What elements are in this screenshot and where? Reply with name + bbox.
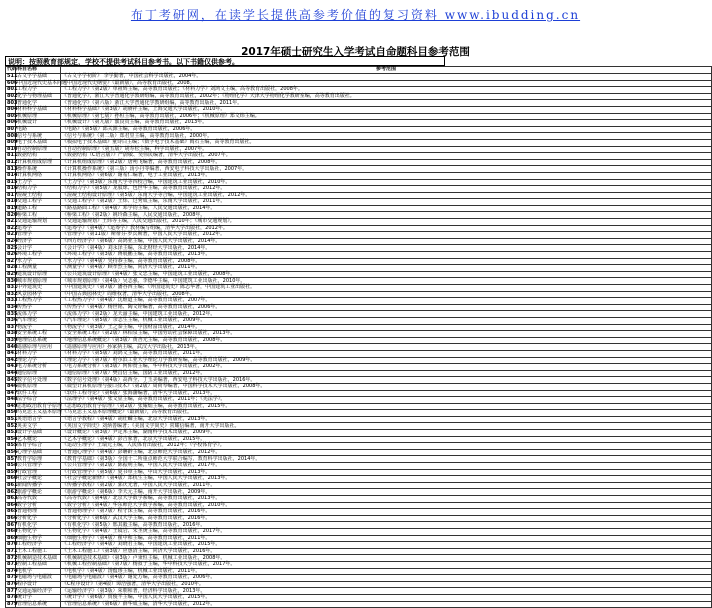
code-cell: 824 [7,238,18,245]
table-row [6,93,712,100]
subject-cell: 城市规划原理 [16,278,61,285]
code-cell: 847 [7,389,18,396]
subject-cell: 地理信息系统 [16,337,61,344]
code-cell: 868 [7,528,18,535]
code-cell: 864 [7,501,18,508]
ref-cell: 《公共建筑设计原理》（第4版）张文忠主编，中国建筑工业出版社，2008年。 [61,271,712,278]
subject-cell: 思想政治教育学原理 [17,402,63,409]
code-cell: 862 [7,488,18,495]
ref-cell: 《细胞生物学》（第4版）翟中和主编，高等教育出版社，2011年。 [61,535,712,542]
code-cell: 828 [7,264,18,271]
code-cell: 879 [7,600,18,607]
ref-cell: 《教育学基础》（第3版）全国十二所重点师范大学联合编写，教育科学出版社，2014年。 [61,456,712,463]
ref-cell: 《英国文学简史》刘炳善编著；《美国文学简史》常耀信编著，南开大学出版社。 [61,423,712,430]
ref-cell: 《思想政治教育学原理》（第2版）张耀灿主编，高等教育出版社，2015年。 [61,403,712,410]
ref-cell: 《材料力学》（第5版）刘鸿文主编，高等教育出版社，2011年。 [61,350,712,357]
subject-cell: 分析化学 [16,515,61,522]
subject-cell: 中外建筑史 [16,285,61,292]
ref-cell: 《环境工程学》（第3版）蒋展鹏主编，高等教育出版社，2013年。 [61,252,712,259]
subject-cell: 水力学 [16,258,61,265]
ref-cell: 《数学分析》（第4版）华东师范大学数学系编，高等教育出版社，2010年。 [61,502,712,509]
subject-cell: 结构力学 [16,186,61,193]
subject-cell: 控制工程基础 [16,561,61,568]
code-cell: 851 [7,416,18,423]
table-row [6,271,712,278]
ref-cell: 《土力学》（第3版）东南大学等四校合编，中国建筑工业出版社，2010年。 [61,179,712,186]
code-cell: 810 [7,145,18,152]
code-cell: 849 [7,402,18,409]
code-cell: 869 [7,534,18,541]
ref-cell: 《地理信息系统概论》（第3版）黄杏元主编，高等教育出版社，2008年。 [61,337,712,344]
ref-cell: 《普通心理学》（第4版）彭聃龄主编，北京师范大学出版社，2012年。 [61,449,712,456]
subject-cell: 工程力学 [16,87,61,94]
code-cell: 872 [7,554,18,561]
code-cell: 844 [7,369,18,376]
subject-cell: 环境工程学 [16,252,61,259]
ref-cell: 《流体力学》（第2版）龙天渝主编，中国建筑工业出版社，2012年。 [61,311,712,318]
ref-cell: 《计算机网络》（第6版）谢希仁编著，电子工业出版社，2013年。 [61,172,712,179]
subject-cell: 遥感原理与应用 [16,344,61,351]
code-cell: 873 [7,561,18,568]
ref-cell: 《马克思主义基本原理概论》（最新版），高等教育出版社。 [61,410,712,417]
subject-cell: 运筹学 [16,225,61,232]
subject-cell: 桥梁工程 [16,212,61,219]
code-cell: 825 [7,244,18,251]
subject-cell: 计算机组成原理 [16,159,61,166]
subject-cell: 马克思主义基本原理 [17,409,63,416]
code-cell: 867 [7,521,18,528]
code-cell: 854 [7,435,18,442]
subject-cell: 土力学 [16,179,61,186]
ref-cell: 《机械工程控制基础》（第7版）杨叔子主编，华中科技大学出版社，2017年。 [61,561,712,568]
ref-cell: 《法理学》（第4版）张文显主编，高等教育出版社，2011年；《宪法学》。 [61,397,712,404]
code-cell: 843 [7,363,18,370]
subject-cell: 机械制造技术基础 [16,555,61,562]
subject-cell: 经济学 [16,238,61,245]
ref-cell: 《城市规划原理》（第4版）吴志强、李德华主编，中国建筑工业出版社，2010年。 [61,278,712,285]
table-row [6,238,712,245]
code-cell: 842 [7,356,18,363]
code-cell: 814 [7,172,18,179]
code-cell: 848 [7,396,18,403]
code-cell: 801 [7,86,18,93]
code-cell: 865 [7,508,18,515]
subject-cell: 电子技术基础 [16,139,61,146]
code-cell: 835 [7,310,18,317]
code-cell: 841 [7,350,18,357]
subject-cell: 交通运输经济学 [16,588,61,595]
table-row [6,337,712,344]
ref-cell: 《机械制造技术基础》（第3版）卢秉恒主编，机械工业出版社，2008年。 [61,555,712,562]
ref-cell: 《遥感原理与应用》孙家抦主编，武汉大学出版社，2013年。 [61,344,712,351]
table-row [6,594,712,601]
subject-cell: 公共管理学 [16,463,61,470]
code-cell: 877 [7,587,18,594]
subject-cell: 理论力学 [16,357,61,364]
ref-cell: 《中国建筑史》（第7版）潘谷西主编；《外国建筑史》陈志华著，中国建筑工业出版社。 [61,285,712,292]
subject-cell: 计算机网络 [16,172,61,179]
code-cell: 837 [7,323,18,330]
code-cell: 863 [7,495,18,502]
code-cell: 805 [7,112,18,119]
code-cell: 813 [7,165,18,172]
ref-cell: 《土木工程施工》（第3版）应惠清主编，同济大学出版社，2016年。 [61,548,712,555]
ref-cell: 《数字信号处理》（第4版）高西全、丁玉美编著，西安电子科技大学出版社，2016年。 [61,377,712,384]
code-cell: 606 [7,79,18,86]
ref-cell: 《工程热力学》（第4版）沈维道主编，高等教育出版社，2007年。 [61,298,712,305]
ref-cell: 《运筹学》（第4版）《运筹学》教材编写组编，清华大学出版社，2012年。 [61,225,712,232]
table-row [6,601,712,608]
code-cell: 838 [7,330,18,337]
code-cell: 860 [7,475,18,482]
subject-cell: 材料科学基础 [16,106,61,113]
code-cell: 827 [7,257,18,264]
subject-cell: 电路 [16,126,61,133]
table-row [6,515,712,522]
subject-cell: 管理学 [16,232,61,239]
subject-cell: 流体力学 [16,311,61,318]
subject-cell: 有机化学 [16,522,61,529]
subject-cell: 统计学 [16,594,61,601]
subject-cell: 化学与物理基础 [16,93,61,100]
subject-cell: 传热学 [16,304,61,311]
subject-cell: 机械原理 [16,113,61,120]
ref-cell: 《软件工程导论》（第6版）张海藩编著，清华大学出版社，2013年。 [61,390,712,397]
subject-cell: 微机原理 [16,383,61,390]
code-cell: 840 [7,343,18,350]
ref-cell: 《电力系统分析》（第3版）何仰赞主编，华中科技大学出版社，2002年。 [61,364,712,371]
subject-cell: 行政管理 [16,469,61,476]
code-cell: 803 [7,99,18,106]
ref-cell: 《交通运输规划》王炜等主编，人民交通出版社，2010年；《城市交通规划》。 [61,219,712,226]
subject-cell: 数学分析 [16,502,61,509]
ref-cell: 《路基路面工程》（第4版）邓学钧主编，人民交通出版社，2014年。 [61,205,712,212]
code-cell: 809 [7,139,18,146]
subject-cell: 材料力学 [16,350,61,357]
code-cell: 818 [7,198,18,205]
code-cell: 819 [7,205,18,212]
ref-cell: 《机械原理》（第七版）孙桓主编，高等教育出版社，2006年；《机械原理》郑文纬主编。 [61,113,712,120]
subject-cell: 电磁场与电磁波 [16,575,61,582]
subject-cell: 旅游学概论 [16,489,61,496]
subject-cell: 细胞生物学 [16,535,61,542]
ref-cell: 《传播学教程》（第2版）郭庆光著，中国人民大学出版社，2011年。 [61,482,712,489]
ref-cell: 《信号与系统》（第二版）郑君里主编，高等教育出版社，2000年。 [61,133,712,140]
subject-cell: 交通工程学 [16,199,61,206]
table-row [6,449,712,456]
subject-cell: 中国近现代史基本问题 [17,79,68,86]
code-cell: 855 [7,442,18,449]
code-cell: 811 [7,152,18,159]
subject-cell: 交通运输规划 [16,219,61,226]
subject-cell: 教育学原理 [16,456,61,463]
ref-cell: 《电机学》（第4版）汤蕴璆主编，机械工业出版社，2011年。 [61,568,712,575]
ref-cell: 《测量学》（第4版）顾孝烈主编，同济大学出版社，2011年。 [61,265,712,272]
code-cell: 829 [7,271,18,277]
table-row [6,548,712,555]
code-cell: 511 [7,73,18,80]
ref-cell: 《传热学》（第4版）杨世铭、陶文铨编著，高等教育出版社，2006年。 [61,304,712,311]
ref-cell: 《工程经济学》（第4版）刘晓君主编，中国建筑工业出版社，2015年。 [61,542,712,549]
subject-cell: 会计学 [16,245,61,252]
subject-cell: 工程测量 [16,265,61,272]
subject-cell: 机械设计 [16,120,61,127]
subject-cell: 新闻传播学 [16,482,61,489]
ref-cell: 《C程序设计》（第4版）谭浩强著，清华大学出版社，2010年。 [61,581,712,588]
ref-cell: 《有机化学》（第5版）邢其毅主编，高等教育出版社，2016年。 [61,522,712,529]
table-row [6,581,712,588]
subject-cell: 土木工程施工 [16,548,61,555]
subject-cell: 古文字学基础 [16,74,61,81]
subject-cell: 体育学综合 [16,443,61,450]
subject-cell: 工程经济学 [16,542,61,549]
ref-cell: 《混凝土结构设计原理》（第5版）东南大学等合编，中国建筑工业出版社，2012年。 [61,192,712,199]
ref-cell: 《计算机操作系统》（第三版）汤小丹等编著，西安电子科技大学出版社，2007年。 [61,166,712,173]
ref-cell: 《自动控制原理》（第五版）胡寿松主编，科学出版社，2007年。 [61,146,712,153]
code-cell: 876 [7,580,18,587]
ref-cell: 《艺术学概论》（第4版）彭吉象著，北京大学出版社，2015年。 [61,436,712,443]
code-cell: 833 [7,297,18,304]
subject-cell: 通信原理 [16,370,61,377]
code-cell: 834 [7,303,18,310]
subject-cell: 风景园林学 [16,291,61,298]
code-cell: 831 [7,284,18,291]
watermark-banner: 布丁考研网，在读学长提供高参考价值的复习资料 www.ibudding.cn [130,8,581,22]
subject-cell: 数字信号处理 [16,377,61,384]
ref-cell: 《汽车理论》（第5版）余志生主编，机械工业出版社，2009年。 [61,317,712,324]
subject-cell: 英语语言学 [16,416,61,423]
ref-cell: 《公共管理学》（第2版）陈振明主编，中国人民大学出版社，2017年。 [61,463,712,470]
code-cell: 817 [7,191,18,198]
code-cell: 850 [7,409,18,416]
code-cell: 808 [7,132,18,139]
subject-cell: 混凝土结构 [16,192,61,199]
subject-cell: 汽车理论 [16,317,61,324]
table-row [6,370,712,377]
table-row [6,416,712,423]
table-row [6,482,712,489]
table-row [6,383,712,390]
code-cell: 806 [7,119,18,126]
header-ref: 参考范围 [61,67,712,74]
code-cell: 858 [7,462,18,469]
ref-cell: 《桥梁工程》（第2版）姚玲森主编，人民交通出版社，2008年。 [61,212,712,219]
ref-cell: 《通信原理》（第7版）樊昌信主编，国防工业出版社，2012年。 [61,370,712,377]
ref-cell: 《设计概论》（第3版）尹定邦主编，湖南科学技术出版社，2009年。 [61,430,712,437]
table-row [6,205,712,212]
subject-cell: 普通物理 [16,509,61,516]
ref-cell: 《交通工程学》（第2版）王炜、过秀成主编，东南大学出版社，2011年。 [61,199,712,206]
subject-cell: 操作系统 [16,166,61,173]
subject-cell: 生物化学 [16,528,61,535]
ref-cell: 《机械设计》（第九版）濮良贵主编，高等教育出版社，2013年。 [61,120,712,127]
code-cell: 830 [7,277,18,284]
code-cell: 802 [7,92,18,99]
code-cell: 853 [7,429,18,436]
ref-cell: 《分析化学》（第6版）武汉大学主编，高等教育出版社，2016年。 [61,515,712,522]
ref-cell: 《模拟电子技术基础》童诗白主编；《数字电子技术基础》阎石主编，高等教育出版社。 [61,139,712,146]
ref-cell: 《结构力学》（第5版）龙驭球、包世华主编，高等教育出版社，2012年。 [61,186,712,193]
note-banner: 说明：按照教育部规定，学校不提供考试科目参考书。以下书籍仅供参考。 [5,56,445,66]
subject-cell: 设计学基础 [16,430,61,437]
subject-cell: 电机学 [16,568,61,575]
ref-cell: 《普通化学》（第六版）浙江大学普通化学教研组编，高等教育出版社，2011年。 [61,100,712,107]
ref-cell: 《管理学》（第11版）斯蒂芬·罗宾斯著，中国人民大学出版社，2012年。 [61,232,712,239]
subject-cell: 信号与系统 [16,133,61,140]
ref-cell: 《中国近现代史纲要》（最新版），高等教育出版社，2008。 [61,80,712,87]
ref-cell: 《社会学概论新修》（第4版）郑杭生主编，中国人民大学出版社，2013年。 [61,476,712,483]
code-cell: 815 [7,178,18,185]
code-cell: 807 [7,125,18,132]
code-cell: 870 [7,541,18,548]
subject-cell: 高等代数 [16,496,61,503]
ref-cell: 《统计学》（第6版）贾俊平主编，中国人民大学出版社，2015年。 [61,594,712,601]
code-cell: 823 [7,231,18,238]
ref-cell: 《水力学》（第4版）吴持恭主编，高等教育出版社，2008年。 [61,258,712,265]
code-cell: 804 [7,106,18,113]
ref-cell: 《管理信息系统》（第6版）薛华成主编，清华大学出版社，2012年。 [61,601,712,608]
ref-cell: 《普通化学》，浙江大学普通化学教研组编，高等教育出版社，2002年；《物理化学》天津大学物理化学教研室编，高等教育出版社。 [61,93,712,100]
subject-cell: 艺术概论 [16,436,61,443]
code-cell: 836 [7,317,18,324]
table-row [6,304,712,311]
table-row [6,126,712,133]
table-row [6,172,712,179]
ref-cell: 《数据结构（C语言版）》严蔚敏、吴伟民编著，清华大学出版社，2007年。 [61,153,712,160]
code-cell: 832 [7,290,18,297]
ref-cell: 《语言学教程》（第4版）胡壮麟主编，北京大学出版社，2013年。 [61,416,712,423]
ref-cell: 《微型计算机原理与接口技术》（第2版）周荷琴编著，中国科学技术大学出版社，2008年。 [61,383,712,390]
code-cell: 875 [7,574,18,581]
ref-cell: 《高等代数》（第4版）北京大学数学系编，高等教育出版社，2013年。 [61,496,712,503]
subject-cell: 管理信息系统 [16,601,61,608]
subject-cell: 心理学基础 [16,449,61,456]
subject-cell: 自动控制原理 [16,146,61,153]
header-subject: 科目名称 [16,67,61,74]
code-cell: 812 [7,158,18,165]
ref-cell: 《旅游学概论》（第6版）李天元主编，南开大学出版社，2009年。 [61,489,712,496]
page-title: 2017年硕士研究生入学考试自命题科目参考范围 [241,46,470,58]
ref-cell: 《理论力学》（第7版）哈尔滨工业大学理论力学教研室编，高等教育出版社，2009年。 [61,357,712,364]
code-cell: 859 [7,468,18,475]
ref-cell: 《物流学》（第3版）王之泰主编，中国财富出版社，2014年。 [61,324,712,331]
code-cell: 821 [7,218,18,225]
ref-cell: 《电磁场与电磁波》（第4版）谢处方编，高等教育出版社，2006年。 [61,575,712,582]
ref-cell: 《行政管理学》（第5版）夏书章主编，中山大学出版社，2013年。 [61,469,712,476]
ref-cell: 《中国古典园林史》周维权著，清华大学出版社，2008年。 [61,291,712,298]
code-cell: 861 [7,482,18,488]
ref-cell: 《运动生理学》王瑞元主编，人民体育出版社，2012年；《学校体育学》。 [61,443,712,450]
ref-cell: 《电路》（第5版）邱关源主编，高等教育出版社，2006年。 [61,126,712,133]
code-cell: 826 [7,251,18,258]
subject-cell: 建筑设计原理 [16,271,61,278]
subject-cell: 数据结构 [16,153,61,160]
subject-cell: 道路工程 [16,205,61,212]
ref-cell: 《材料科学基础》（第3版）胡赓祥主编，上海交通大学出版社，2010年。 [61,106,712,113]
subject-cell: 电力系统分析 [16,364,61,371]
subject-cell: 英美文学 [16,423,61,430]
ref-cell: 《古文字学初阶》 李学勤著，中国社会科学出版社，2004年。 [61,74,712,81]
ref-cell: 《西方经济学》（第6版）高鸿业主编，中国人民大学出版社，2014年。 [61,238,712,245]
subject-cell: 程序设计 [16,581,61,588]
subject-cell: 安全系统工程 [16,331,61,338]
code-cell: 852 [7,422,18,429]
code-cell: 866 [7,514,18,521]
code-cell: 878 [7,594,18,601]
code-cell: 839 [7,336,18,343]
code-cell: 846 [7,383,18,390]
code-cell: 820 [7,211,18,218]
subject-cell: 工程热力学 [16,298,61,305]
code-cell: 874 [7,567,18,574]
header-code: 代码 [7,66,18,73]
code-cell: 845 [7,376,18,383]
ref-cell: 《运输经济学》（第3版）荣朝和著，经济科学出版社，2013年。 [61,588,712,595]
subject-cell: 普通化学 [16,100,61,107]
ref-cell: 《普通物理学》（第7版）程守洙主编，高等教育出版社，2016年。 [61,509,712,516]
code-cell: 857 [7,455,18,462]
subject-cell: 社会学概论 [16,476,61,483]
ref-cell: 《工程力学》（第2版）单祖辉主编，高等教育出版社；《材料力学》刘鸿文主编，高等教育出版社，2008年。 [61,87,712,94]
ref-cell: 《生物化学》（第4版）王镜岩、朱圣庚主编，高等教育出版社，2017年。 [61,528,712,535]
code-cell: 871 [7,547,18,554]
table-row [6,159,712,166]
code-cell: 822 [7,224,18,231]
code-cell: 856 [7,449,18,456]
ref-cell: 《会计学》（第4版）刘永泽主编，东北财经大学出版社，2014年。 [61,245,712,252]
subject-cell: 软件工程 [16,390,61,397]
subject-cell: 法学综合 [16,397,61,404]
ref-cell: 《安全系统工程》（第2版）林柏泉主编，中国劳动社会保障出版社，2013年。 [61,331,712,338]
ref-cell: 《计算机组成原理》（第2版）唐朔飞编著，高等教育出版社，2008年。 [61,159,712,166]
subject-cell: 物流学 [16,324,61,331]
subject-table [5,66,712,608]
code-cell: 816 [7,185,18,192]
